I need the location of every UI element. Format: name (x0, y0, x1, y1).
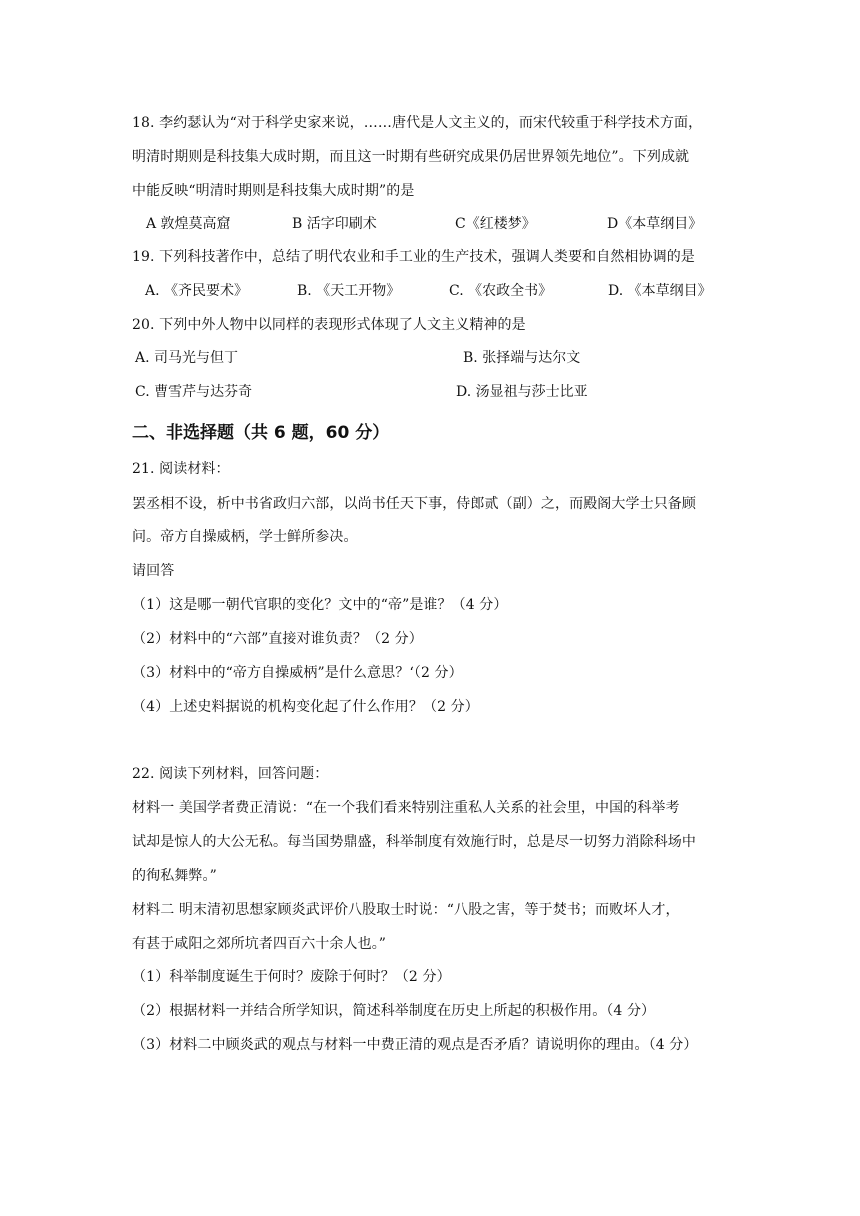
q20-line-1: 20. 下列中外人物中以同样的表现形式体现了人文主义精神的是 (132, 317, 526, 333)
q20-option-c: C. 曹雪芹与达芬奇 (135, 384, 253, 400)
q22-material1-line-1: 材料一 美国学者费正清说：“在一个我们看来特别注重私人关系的社会里，中国的科举考 (132, 800, 680, 816)
q18-option-b: B 活字印刷术 (292, 216, 377, 232)
q18-line-1: 18. 李约瑟认为“对于科学史家来说，……唐代是人文主义的，而宋代较重于科学技术方面， (132, 115, 703, 131)
q19-option-b: B. 《天工开物》 (297, 283, 401, 299)
q21-sub-2: （2）材料中的“六部”直接对谁负责？（2 分） (132, 631, 423, 647)
q18-option-a: A 敦煌莫高窟 (146, 216, 231, 232)
q18-option-c: C《红楼梦》 (455, 216, 536, 232)
q22-sub-1: （1）科举制度诞生于何时？废除于何时？（2 分） (132, 969, 451, 985)
q22-material2-line-1: 材料二 明末清初思想家顾炎武评价八股取士时说：“八股之害，等于焚书；而败坏人才， (132, 902, 680, 918)
q22-intro: 22. 阅读下列材料，回答问题： (132, 766, 329, 782)
q22-material2-line-2: 有甚于咸阳之郊所坑者四百六十余人也。” (132, 936, 387, 952)
q19-option-d: D. 《本草纲目》 (608, 283, 712, 299)
q21-prompt: 请回答 (132, 563, 175, 579)
q21-intro: 21. 阅读材料： (132, 461, 230, 477)
q22-material1-line-2: 试却是惊人的大公无私。每当国势鼎盛，科举制度有效施行时，总是尽一切努力消除科场中 (132, 834, 696, 850)
q22-material1-line-3: 的徇私舞弊。” (132, 868, 217, 884)
q21-sub-1: （1）这是哪一朝代官职的变化？文中的“帝”是谁？（4 分） (132, 597, 508, 613)
q19-option-a: A. 《齐民要术》 (145, 283, 249, 299)
q20-option-d: D. 汤显祖与莎士比亚 (456, 384, 588, 400)
q21-material-line-1: 罢丞相不设，析中书省政归六部，以尚书任天下事，侍郎贰（副）之，而殿阁大学士只备顾 (132, 496, 696, 512)
q18-line-3: 中能反映“明清时期则是科技集大成时期”的是 (132, 183, 415, 199)
q18-line-2: 明清时期则是科技集大成时期，而且这一时期有些研究成果仍居世界领先地位”。下列成就 (132, 149, 690, 165)
q20-option-a: A. 司马光与但丁 (135, 350, 239, 366)
q20-option-b: B. 张择端与达尔文 (463, 350, 581, 366)
q18-option-d: D《本草纲目》 (607, 216, 703, 232)
q21-sub-3: （3）材料中的“帝方自操威柄”是什么意思？‘（2 分） (132, 665, 463, 681)
section-heading: 二、非选择题（共 6 题，60 分） (132, 423, 390, 443)
q22-sub-2: （2）根据材料一并结合所学知识，简述科举制度在历史上所起的积极作用。（4 分） (132, 1003, 656, 1019)
q21-material-line-2: 问。帝方自操威柄，学士鲜所参决。 (132, 529, 358, 545)
q19-option-c: C. 《农政全书》 (449, 283, 553, 299)
q21-sub-4: （4）上述史料据说的机构变化起了什么作用？（2 分） (132, 699, 479, 715)
q22-sub-3: （3）材料二中顾炎武的观点与材料一中费正清的观点是否矛盾？请说明你的理由。（4 分） (132, 1037, 698, 1053)
q19-line-1: 19. 下列科技著作中，总结了明代农业和手工业的生产技术，强调人类要和自然相协调的是 (132, 249, 695, 265)
